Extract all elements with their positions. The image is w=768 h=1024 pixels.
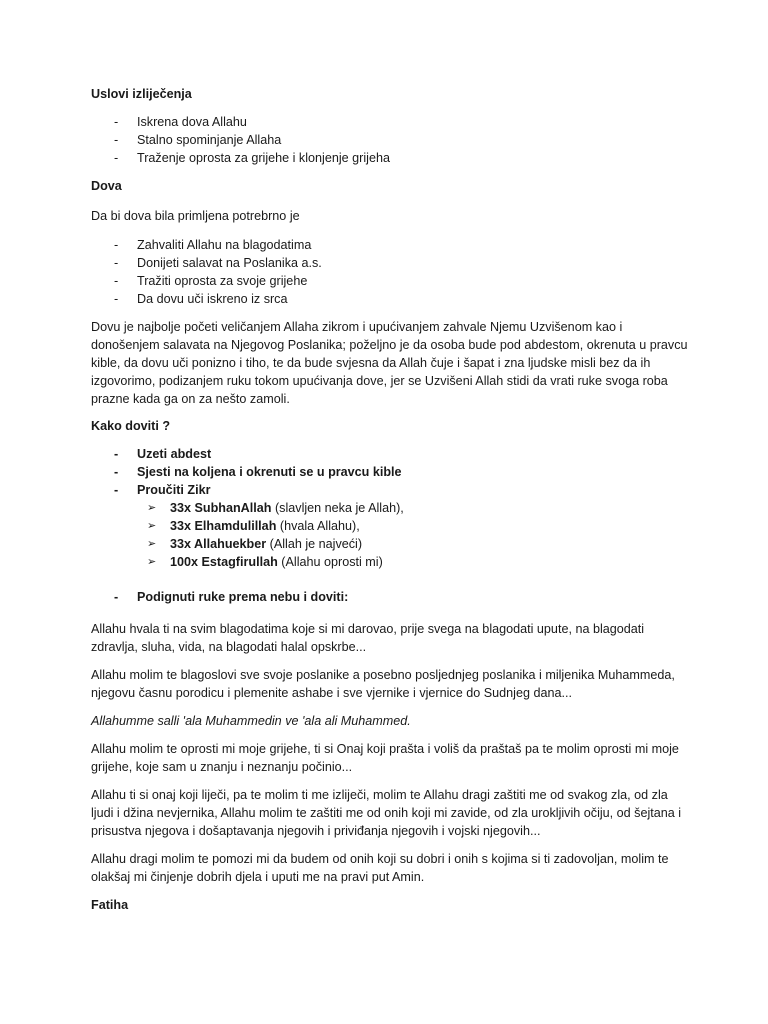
list-item <box>91 463 691 481</box>
requirement-text: Donijeti salavat na Poslanika a.s. <box>137 256 322 270</box>
list-item <box>91 149 691 167</box>
document-content <box>91 85 691 914</box>
list-item <box>91 535 691 553</box>
requirement-text: Tražiti oprosta za svoje grijehe <box>137 274 308 288</box>
list-item <box>91 553 691 571</box>
salavat-line: Allahumme salli 'ala Muhammedin ve 'ala ali Muhammed. <box>91 714 411 728</box>
zikr-meaning: (Allah je najveći) <box>266 537 363 551</box>
dova-intro: Da bi dova bila primljena potrebrno je <box>91 209 300 223</box>
list-item <box>91 131 691 149</box>
dash-bullet: - <box>114 256 119 270</box>
dash-bullet: - <box>114 133 119 147</box>
final-step-list <box>91 588 691 606</box>
list-item <box>91 517 691 535</box>
prayer-paragraph: Allahu ti si onaj koji liječi, pa te molim ti me izliječi, molim te Allahu dragi zaštiti me od svakog zla, od zla ljudi i džina nevjernika, Allahu molim te zaštiti me od onih koji mi zavide, od zla urokljivih očiju, od šejtana i prisustva njegova i došaptavanja njegovih i priviđanja njegovih i vojski njegovih... <box>91 788 682 838</box>
dash-bullet: - <box>114 238 119 252</box>
dova-paragraph: Dovu je najbolje početi veličanjem Allaha zikrom i upućivanjem zahvale Njemu Uzvišenom kao i donošenjem salavata na Njegovog Poslanika; poželjno je da osoba bude pod abdestom, okrenuta u pravcu kible, da dovu uči ponizno i tiho, te da bude svjesna da Allah čuje i šapat i zna ljudske misli bez da ih izgovorimo, podizanjem ruku tokom upućivanja dove, jer se Uzvišeni Allah stidi da vrati ruke svoga roba prazne kada ga on za nešto zamoli. <box>91 320 688 406</box>
dash-bullet: - <box>114 483 119 497</box>
zikr-list <box>91 499 691 571</box>
requirements-list <box>91 236 691 308</box>
prayer-paragraph: Allahu hvala ti na svim blagodatima koje si mi darovao, prije svega na blagodati upute, na blagodati zdravlja, sluha, vida, na blagodati halal opskrbe... <box>91 622 645 654</box>
dash-bullet: - <box>114 465 119 479</box>
condition-text: Iskrena dova Allahu <box>137 115 247 129</box>
zikr-meaning: (hvala Allahu), <box>276 519 360 533</box>
conditions-list <box>91 113 691 167</box>
dash-bullet: - <box>114 151 119 165</box>
zikr-count: 33x Allahuekber <box>170 537 267 551</box>
dash-bullet: - <box>114 274 119 288</box>
prayer-paragraph: Allahu molim te oprosti mi moje grijehe, ti si Onaj koji prašta i voliš da praštaš pa te molim oprosti mi moje grijehe, koje sam u znanju i neznanju počinio... <box>91 742 679 774</box>
dash-bullet: - <box>114 590 119 604</box>
list-item <box>91 499 691 517</box>
requirement-text: Da dovu uči iskreno iz srca <box>137 292 288 306</box>
arrow-bullet-icon: ➢ <box>147 538 157 550</box>
zikr-count: 33x SubhanAllah <box>170 501 272 515</box>
list-item <box>91 272 691 290</box>
list-item <box>91 588 691 606</box>
zikr-meaning: (slavljen neka je Allah), <box>271 501 404 515</box>
zikr-meaning: (Allahu oprosti mi) <box>277 555 383 569</box>
steps-list <box>91 445 691 499</box>
step-text: Podignuti ruke prema nebu i doviti: <box>137 590 349 604</box>
arrow-bullet-icon: ➢ <box>147 520 157 532</box>
list-item <box>91 445 691 463</box>
zikr-count: 33x Elhamdulillah <box>170 519 277 533</box>
dash-bullet: - <box>114 292 119 306</box>
list-item <box>91 113 691 131</box>
condition-text: Traženje oprosta za grijehe i klonjenje grijeha <box>137 151 390 165</box>
condition-text: Stalno spominjanje Allaha <box>137 133 282 147</box>
heading-how: Kako doviti ? <box>91 419 171 433</box>
list-item <box>91 481 691 499</box>
dash-bullet: - <box>114 447 119 461</box>
arrow-bullet-icon: ➢ <box>147 556 157 568</box>
list-item <box>91 290 691 308</box>
list-item <box>91 254 691 272</box>
footer-fatiha: Fatiha <box>91 898 129 912</box>
step-text: Proučiti Zikr <box>137 483 211 497</box>
heading-conditions: Uslovi izliječenja <box>91 87 192 101</box>
prayer-paragraph: Allahu molim te blagoslovi sve svoje poslanike a posebno posljednjeg poslanika i miljenika Muhammeda, njegovu časnu porodicu i plemenite ashabe i sve vjernike i vjernice do Sudnjeg dana... <box>91 668 675 700</box>
step-text: Sjesti na koljena i okrenuti se u pravcu kible <box>137 465 402 479</box>
step-text: Uzeti abdest <box>137 447 212 461</box>
prayer-paragraph: Allahu dragi molim te pomozi mi da budem od onih koji su dobri i onih s kojima si ti zadovoljan, molim te olakšaj mi činjenje dobrih djela i uputi me na pravi put Amin. <box>91 852 669 884</box>
zikr-count: 100x Estagfirullah <box>170 555 278 569</box>
heading-dova: Dova <box>91 179 122 193</box>
dash-bullet: - <box>114 115 119 129</box>
list-item <box>91 236 691 254</box>
requirement-text: Zahvaliti Allahu na blagodatima <box>137 238 312 252</box>
arrow-bullet-icon: ➢ <box>147 502 157 514</box>
